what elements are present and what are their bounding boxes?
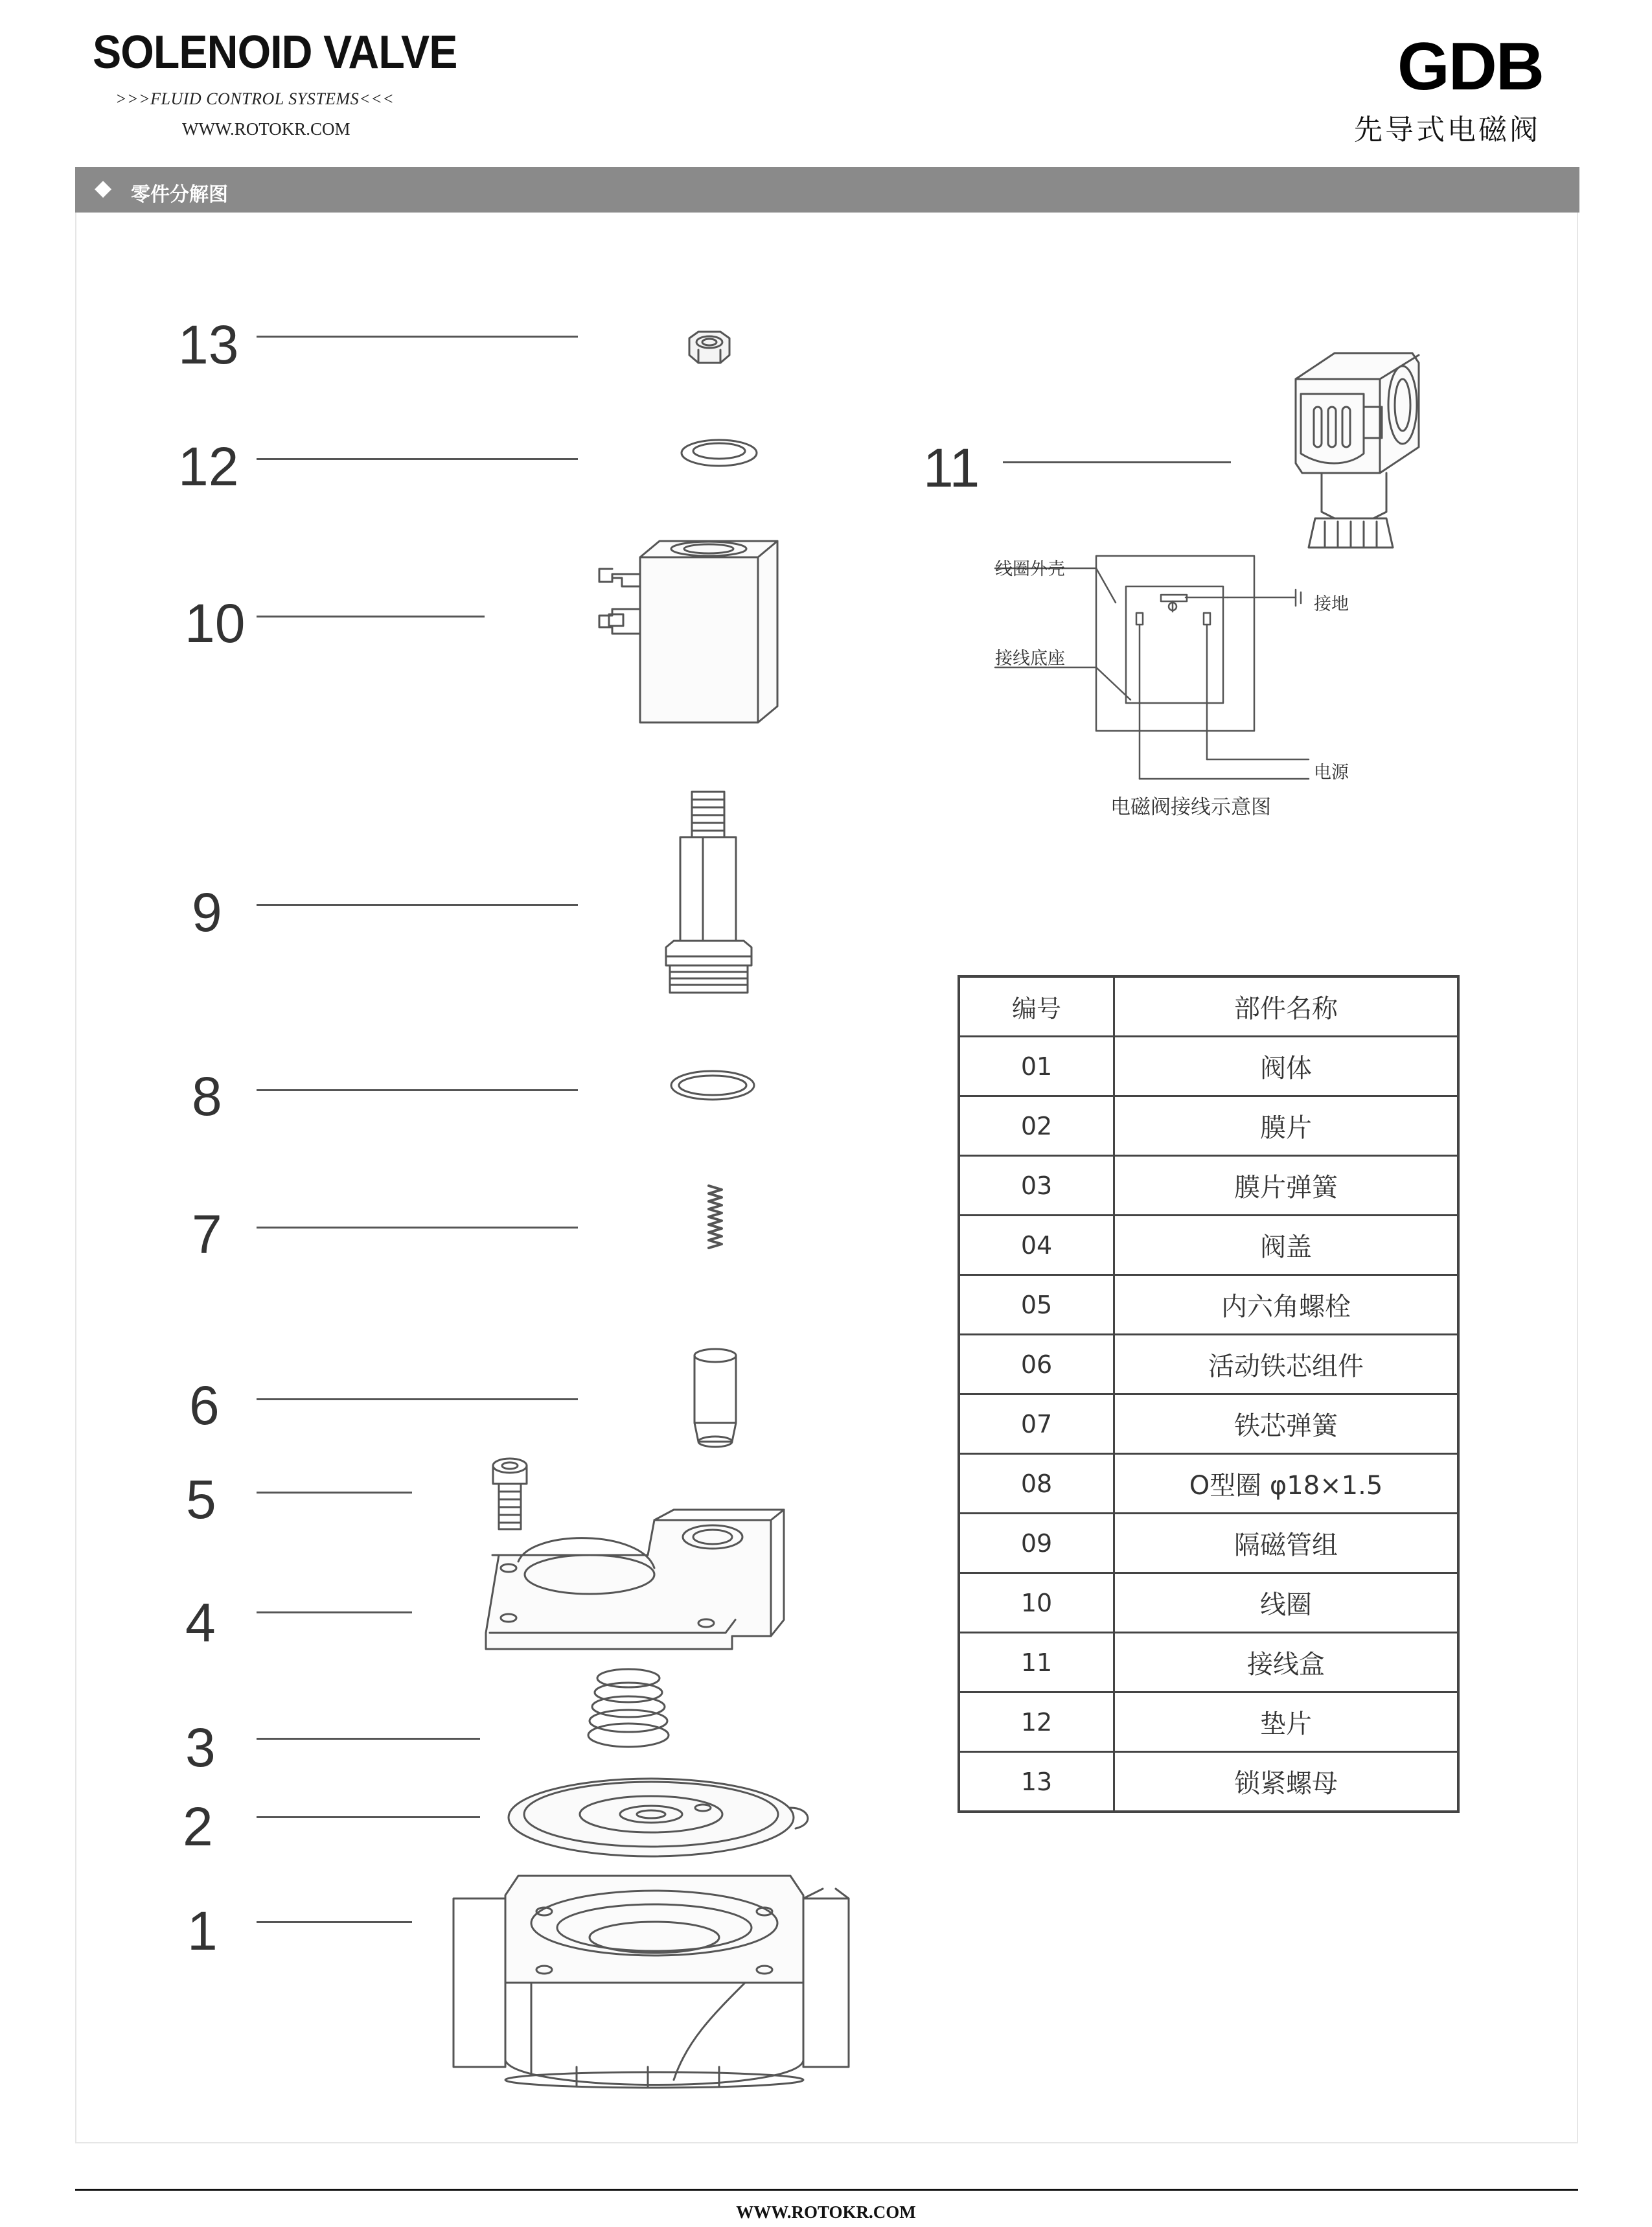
callout-1: 1 <box>187 1900 218 1961</box>
footer-url: WWW.ROTOKR.COM <box>736 2202 916 2222</box>
footer-rule <box>75 2189 1578 2191</box>
part-name: 接线盒 <box>1114 1633 1459 1692</box>
table-row <box>959 1216 1458 1275</box>
part-number: 07 <box>959 1394 1114 1454</box>
callout-13: 13 <box>178 314 239 375</box>
callout-9: 9 <box>192 882 222 943</box>
part-number: 06 <box>959 1335 1114 1394</box>
table-row <box>959 1454 1458 1514</box>
part-number: 09 <box>959 1514 1114 1573</box>
lock-nut-icon <box>689 332 729 363</box>
diaphragm-spring-icon <box>588 1669 669 1747</box>
table-row <box>959 1096 1458 1156</box>
part-name: 内六角螺栓 <box>1114 1275 1459 1335</box>
brand-title: SOLENOID VALVE <box>93 27 457 78</box>
table-row <box>959 1692 1458 1752</box>
connector-icon <box>1296 353 1419 548</box>
column-header-number: 编号 <box>959 976 1114 1037</box>
wiring-diagram-caption: 电磁阀接线示意图 <box>1110 796 1271 819</box>
callout-7: 7 <box>192 1204 222 1265</box>
part-number: 04 <box>959 1216 1114 1275</box>
table-row <box>959 1156 1458 1216</box>
part-name: 活动铁芯组件 <box>1114 1335 1459 1394</box>
part-name: 阀体 <box>1114 1037 1459 1096</box>
part-name: O型圈 φ18×1.5 <box>1114 1454 1459 1514</box>
table-row <box>959 1514 1458 1573</box>
callout-8: 8 <box>192 1066 222 1127</box>
callout-10: 10 <box>185 593 246 654</box>
section-title: 零件分解图 <box>131 183 228 206</box>
part-name: 锁紧螺母 <box>1114 1752 1459 1812</box>
core-tube-icon <box>666 792 751 993</box>
callout-5: 5 <box>186 1469 216 1530</box>
diamond-icon: ◆ <box>95 176 112 200</box>
part-number: 01 <box>959 1037 1114 1096</box>
parts-table <box>958 975 1460 1813</box>
hex-bolt-icon <box>493 1459 527 1529</box>
table-row <box>959 1752 1458 1812</box>
part-name: 阀盖 <box>1114 1216 1459 1275</box>
part-number: 12 <box>959 1692 1114 1752</box>
label-terminal-base: 接线底座 <box>995 649 1065 669</box>
callout-11: 11 <box>923 437 980 498</box>
brand-url: WWW.ROTOKR.COM <box>182 119 350 139</box>
callout-3: 3 <box>185 1717 216 1778</box>
part-name: 隔磁管组 <box>1114 1514 1459 1573</box>
part-name: 膜片弹簧 <box>1114 1156 1459 1216</box>
callout-4: 4 <box>185 1592 216 1653</box>
brand-tagline: >>>FLUID CONTROL SYSTEMS<<< <box>115 89 395 108</box>
part-number: 13 <box>959 1752 1114 1812</box>
part-name: 垫片 <box>1114 1692 1459 1752</box>
table-row <box>959 1275 1458 1335</box>
callout-12: 12 <box>178 436 239 497</box>
plunger-icon <box>694 1349 736 1447</box>
model-code: GDB <box>1397 29 1543 104</box>
part-name: 膜片 <box>1114 1096 1459 1156</box>
part-number: 05 <box>959 1275 1114 1335</box>
table-row <box>959 1335 1458 1394</box>
label-ground: 接地 <box>1314 594 1349 614</box>
label-coil-housing: 线圈外壳 <box>995 559 1065 579</box>
model-name: 先导式电磁阀 <box>1354 113 1541 146</box>
table-row <box>959 1394 1458 1454</box>
diaphragm-icon <box>509 1779 808 1856</box>
table-row <box>959 1633 1458 1692</box>
part-number: 08 <box>959 1454 1114 1514</box>
valve-body-icon <box>453 1876 849 2088</box>
part-name: 铁芯弹簧 <box>1114 1394 1459 1454</box>
label-power: 电源 <box>1314 763 1349 783</box>
coil-icon <box>599 541 777 722</box>
part-name: 线圈 <box>1114 1573 1459 1633</box>
table-row <box>959 1037 1458 1096</box>
table-row <box>959 1573 1458 1633</box>
bonnet-icon <box>486 1510 784 1649</box>
table-header-row <box>959 976 1458 1037</box>
callout-2: 2 <box>183 1796 213 1857</box>
column-header-part-name: 部件名称 <box>1114 976 1459 1037</box>
callout-6: 6 <box>189 1375 220 1436</box>
part-number: 02 <box>959 1096 1114 1156</box>
part-number: 10 <box>959 1573 1114 1633</box>
core-spring-icon <box>709 1186 722 1248</box>
o-ring-icon <box>671 1071 754 1100</box>
part-number: 03 <box>959 1156 1114 1216</box>
washer-icon <box>682 440 757 466</box>
part-number: 11 <box>959 1633 1114 1692</box>
